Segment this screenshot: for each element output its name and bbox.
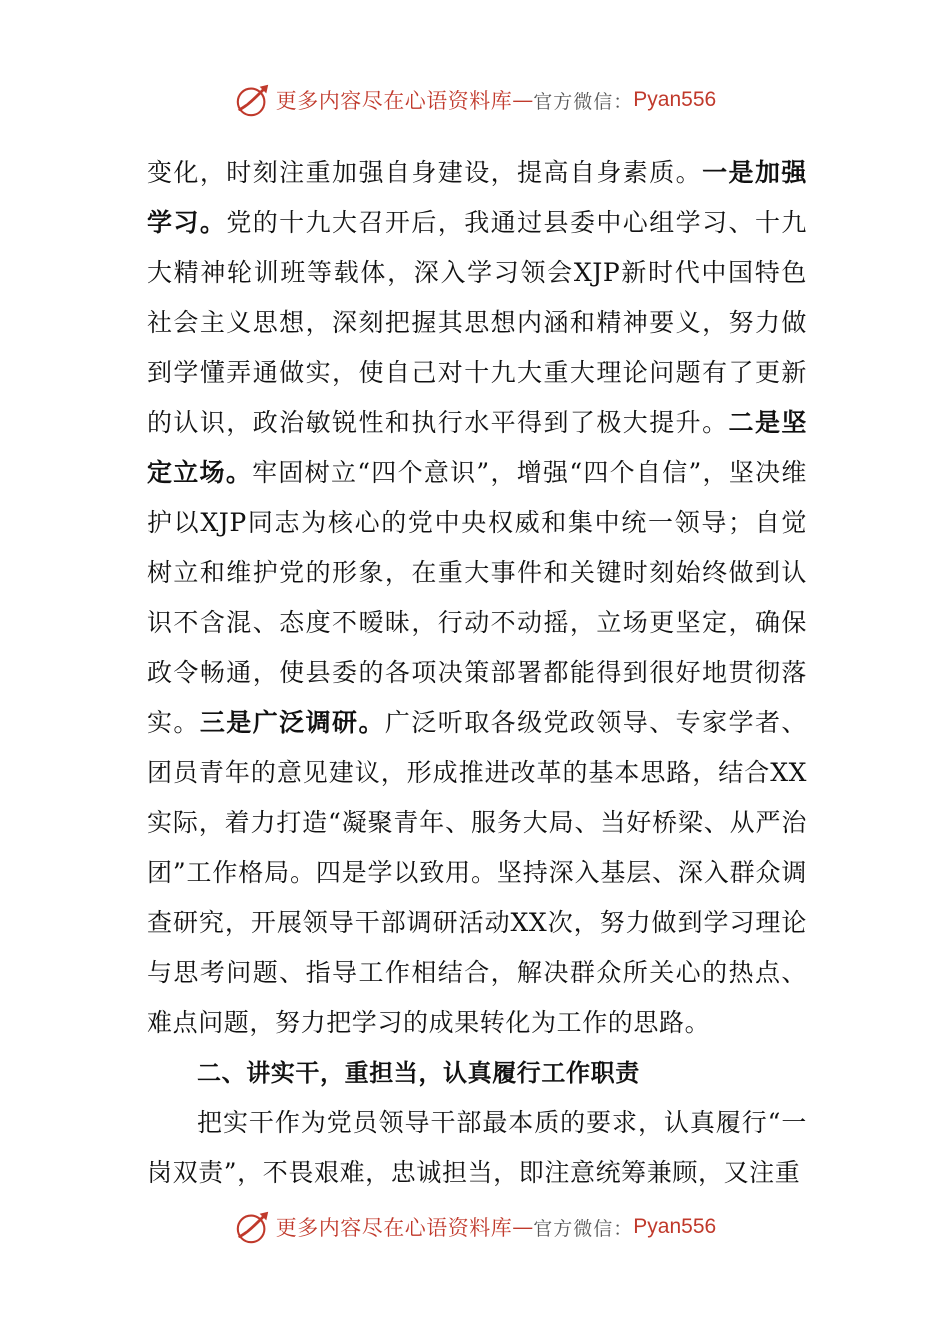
section-heading-2: 二、讲实干，重担当，认真履行工作职责: [197, 1059, 640, 1087]
document-body: [147, 148, 807, 1198]
paragraph1-text-2: 党的十九大召开后，我通过县委中心组学习、十九大精神轮训班等载体，深入学习领会XJP新时代中国特色社会主义思想，深刻把握其思想内涵和精神要义，努力做到学懂弄通做实，使自己对十九大重大理论问题有了更新的认识，政治敏锐性和执行水平得到了极大提升。: [147, 208, 808, 437]
pen-logo-icon: [234, 81, 272, 119]
bold-point-1: 一是加强学习。: [147, 158, 807, 237]
banner-wechat-label: 官方微信：: [533, 90, 634, 113]
bold-point-2: 二是坚定立场。: [147, 408, 807, 487]
banner-brand-text: 更多内容尽在心语资料库: [275, 89, 513, 113]
footer-watermark-banner: [0, 1205, 950, 1249]
banner-wechat-label: 官方微信：: [533, 1217, 634, 1240]
banner-wechat-handle: Pyan556: [633, 88, 717, 111]
paragraph1-text-3: 牢固树立“四个意识”，增强“四个自信”，坚决维护以XJP同志为核心的党中央权威和集中统一领导；自觉树立和维护党的形象，在重大事件和关键时刻始终做到认识不含混、态度不暧昧，行动不动摇，立场更坚定，确保政令畅通，使县委的各项决策部署都能得到很好地贯彻落实。: [147, 458, 807, 737]
header-watermark-banner: [0, 78, 950, 122]
pen-logo-icon: [234, 1208, 272, 1246]
paragraph1-text-1: 变化，时刻注重加强自身建设，提高自身素质。: [147, 158, 703, 187]
bold-point-3: 三是广泛调研。: [199, 708, 385, 737]
banner-dash: —: [512, 1215, 534, 1239]
banner-dash: —: [512, 88, 534, 112]
paragraph1-text-4: 广泛听取各级党政领导、专家学者、团员青年的意见建议，形成推进改革的基本思路，结合XX实际，着力打造“凝聚青年、服务大局、当好桥梁、从严治团”工作格局。四是学以致用。坚持深入基层、深入群众调查研究，开展领导干部调研活动XX次，努力做到学习理论与思考问题、指导工作相结合，解决群众所关心的热点、难点问题，努力把学习的成果转化为工作的思路。: [147, 708, 807, 1037]
body-paragraph-1: [147, 148, 807, 1048]
banner-brand-text: 更多内容尽在心语资料库: [275, 1216, 513, 1240]
body-paragraph-2: 把实干作为党员领导干部最本质的要求，认真履行“一岗双责”，不畏艰难，忠诚担当，即注意统筹兼顾，又注重: [147, 1108, 807, 1187]
banner-wechat-handle: Pyan556: [633, 1215, 717, 1238]
